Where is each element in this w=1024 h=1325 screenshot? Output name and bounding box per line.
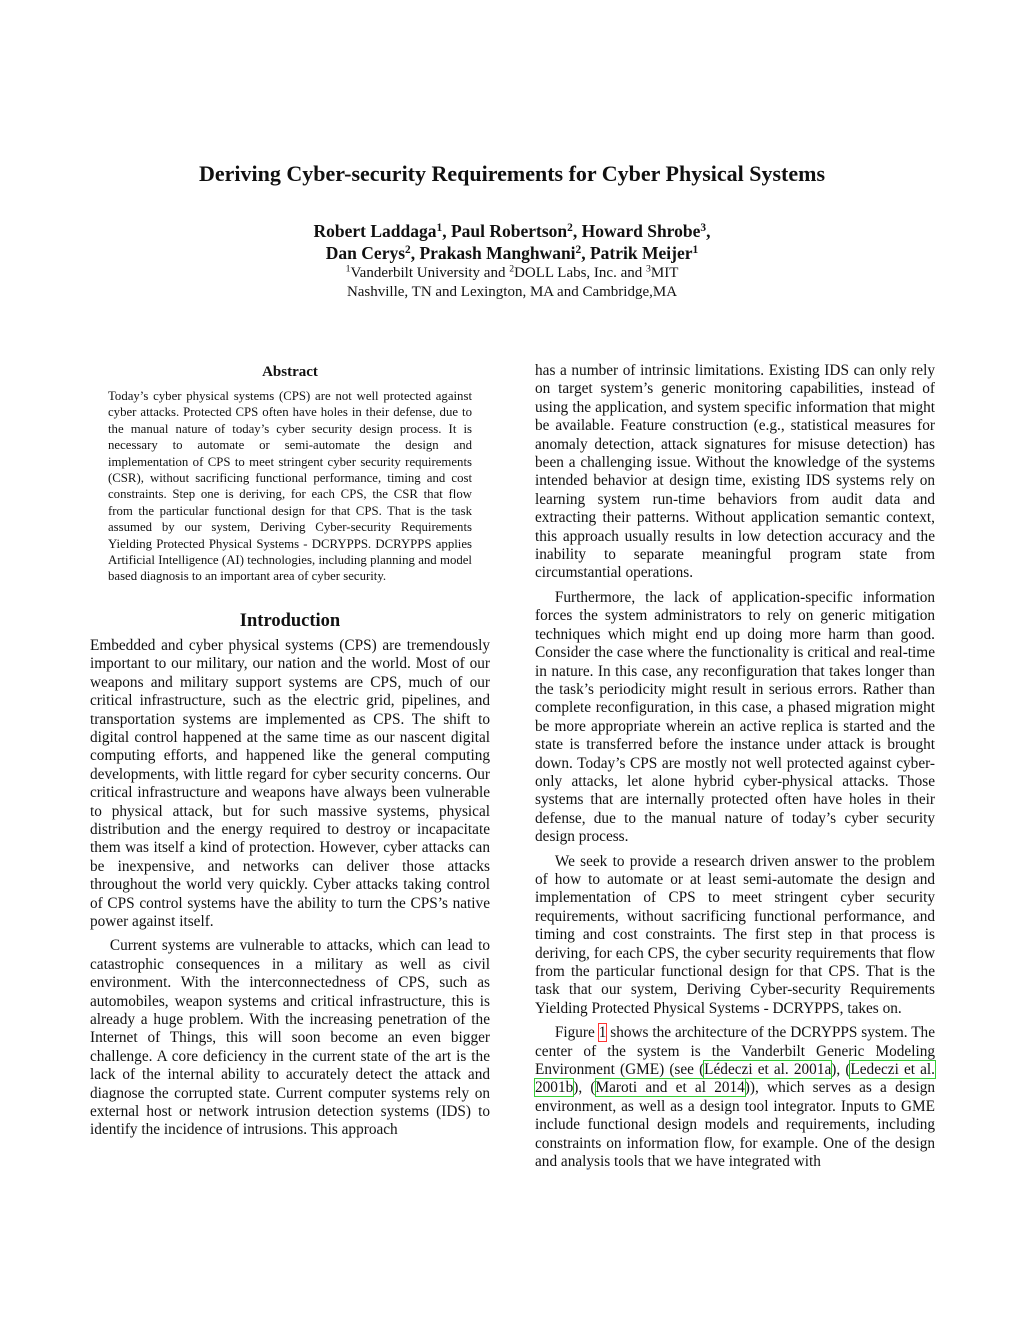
affiliation-mark: 1 (345, 263, 351, 275)
affiliation-mark: 2 (405, 243, 411, 256)
author-name: Prakash Manghwani (419, 243, 576, 263)
author-name: Howard Shrobe (581, 221, 701, 241)
affiliation-mark: 2 (567, 221, 573, 234)
citation-link[interactable]: Ledeczi et al. 2001b (535, 1061, 935, 1097)
affiliation-mark: 2 (509, 263, 515, 275)
author-block (0, 220, 1024, 302)
author-name: Dan Cerys (325, 243, 406, 263)
affiliation-mark: 1 (436, 221, 443, 234)
citation-link[interactable]: Maroti and et al 2014 (595, 1079, 745, 1097)
abstract-heading: Abstract (262, 364, 318, 380)
affiliation-mark: 2 (575, 243, 582, 256)
affiliation-mark: 3 (646, 263, 651, 275)
author-line-2: Dan Cerys$^2$, Prakash Manghwani$^2$, Patrik Meijer$^1$ (325, 243, 699, 263)
intro-paragraph-2: Current systems are vulnerable to attacks, which can lead to catastrophic consequences in a military as well as civil environment. With the interconnectedness of CPS, such as automobiles, weapon systems and critical infrastructure, this is already a huge problem. With the increasing penetration of the Internet of Things, this will soon become an even bigger challenge. A core deficiency in the current state of the art is the lack of the internal ability to accurately detect the attack and diagnose the corrupted state. Current computer systems rely on external host or network intrusion detection systems (IDS) to identify the incidence of intrusions. This approach (90, 937, 490, 1139)
author-name: Robert Laddaga (313, 221, 437, 241)
intro-paragraph-1: Embedded and cyber physical systems (CPS) are tremendously important to our military, our nation and the world. Most of our weapons and military support systems are CPS, much of our critical infrastructure, such as the electric grid, pipelines, and transportation systems are implemented as CPS. The shift to digital control happened at the same time as our nascent digital computing efforts, and happened like the general computing developments, with little regard for cyber security concerns. Our critical infrastructure and weapons have always been vulnerable to physical attack, but for such massive systems, physical distribution and the energy required to destroy or incapacitate them was itself a kind of protection. However, cyber attacks can be inexpensive, and networks can deliver those attacks throughout the world very quickly. Cyber attacks taking control of CPS control systems have the ability to turn the CPS’s native power against itself. (90, 636, 490, 930)
intro-paragraph-6: Figure 1 shows the architecture of the DCRYPPS system. The center of the system is the Vanderbilt Generic Modeling Environment (GME) (see (Lédeczi et al. 2001a), (Ledeczi et al. 2001b), (Maroti and et al 2014)), which serves as a design environment, as well as a design tool integrator. Inputs to GME include functional design models and requirements, including constraints on information flow, for example. One of the design and analysis tools that we have integrated with (535, 1024, 936, 1171)
citation-link[interactable]: Lédeczi et al. 2001a (704, 1061, 832, 1079)
intro-paragraph-3: has a number of intrinsic limitations. Existing IDS can only rely on target system’s generic monitoring capabilities, instead of using the application, and system specific information that might be available. Feature construction (e.g., statistical measures for anomaly detection, attack signatures for misuse detection) has been a challenging issue. Without the knowledge of the systems intended behavior at design time, existing IDS systems rely on learning system run-time behaviors from audit data and extracting their patterns. Without application semantic context, this approach usually results in low detection accuracy and the inability to separate meaningful program state from circumstantial operations. (535, 362, 935, 582)
left-column (90, 362, 490, 1146)
affiliation-mark: 1 (692, 243, 699, 256)
intro-paragraph-5: We seek to provide a research driven answer to the problem of how to automate or at least semi-automate the design and implementation of CPS to meet stringent cyber security requirements, without sacrificing functional performance, and timing and cost constraints. The first step in that process is deriving, for each CPS, the cyber security requirements that flow from the particular functional design for that CPS. That is the task that our system, Deriving Cyber-security Requirements Yielding Protected Physical Systems - DCRYPPS, takes on. (535, 852, 935, 1017)
introduction-heading: Introduction (239, 610, 341, 631)
right-column (535, 362, 935, 1177)
paper-title: Deriving Cyber-security Requirements for Cyber Physical Systems (198, 161, 826, 186)
author-name: Paul Robertson (450, 221, 568, 241)
figure-reference-link[interactable]: 1 (598, 1024, 607, 1042)
affiliation-mark: 3 (700, 221, 707, 234)
affiliations: $^1$Vanderbilt University and $^2$DOLL Labs, Inc. and $^3$MIT (345, 263, 679, 281)
author-name: Patrik Meijer (589, 243, 693, 263)
intro-paragraph-4: Furthermore, the lack of application-specific information forces the system administrators to rely on generic mitigation techniques which might end up doing more harm than good. Consider the case where the functionality is critical and real-time in nature. In this case, any reconfiguration that takes longer than the task’s periodicity might result in serious errors. Rather than complete reconfiguration, in this case, a phased migration might be more appropriate wherein an active replica is started and the state is transferred before the instance under attack is brought down. Today’s CPS are mostly not well protected against cyber-only attacks, let alone hybrid cyber-physical attacks. Those systems that are internally protected often have holes in their defense, due to the manual nature of today’s cyber security design process. (535, 588, 935, 846)
author-line-1: Robert Laddaga$^1$, Paul Robertson$^2$, Howard Shrobe$^3$, (313, 221, 711, 241)
location: Nashville, TN and Lexington, MA and Cambridge,MA (346, 284, 678, 300)
abstract-text: Today’s cyber physical systems (CPS) are not well protected against cyber attacks. Protected CPS often have holes in their defense, due to the manual nature of today’s cyber security design process. It is necessary to automate or semi-automate the design and implementation of CPS to meet stringent cyber security requirements (CSR), without sacrificing functional performance, timing and cost constraints. Step one is deriving, for each CPS, the CSR that flow from the particular functional design for that CPS. That is the task assumed by our system, Deriving Cyber-security Requirements Yielding Protected Physical Systems - DCRYPPS. DCRYPPS applies Artificial Intelligence (AI) technologies, including planning and model based diagnosis to an important area of cyber security. (108, 389, 472, 584)
